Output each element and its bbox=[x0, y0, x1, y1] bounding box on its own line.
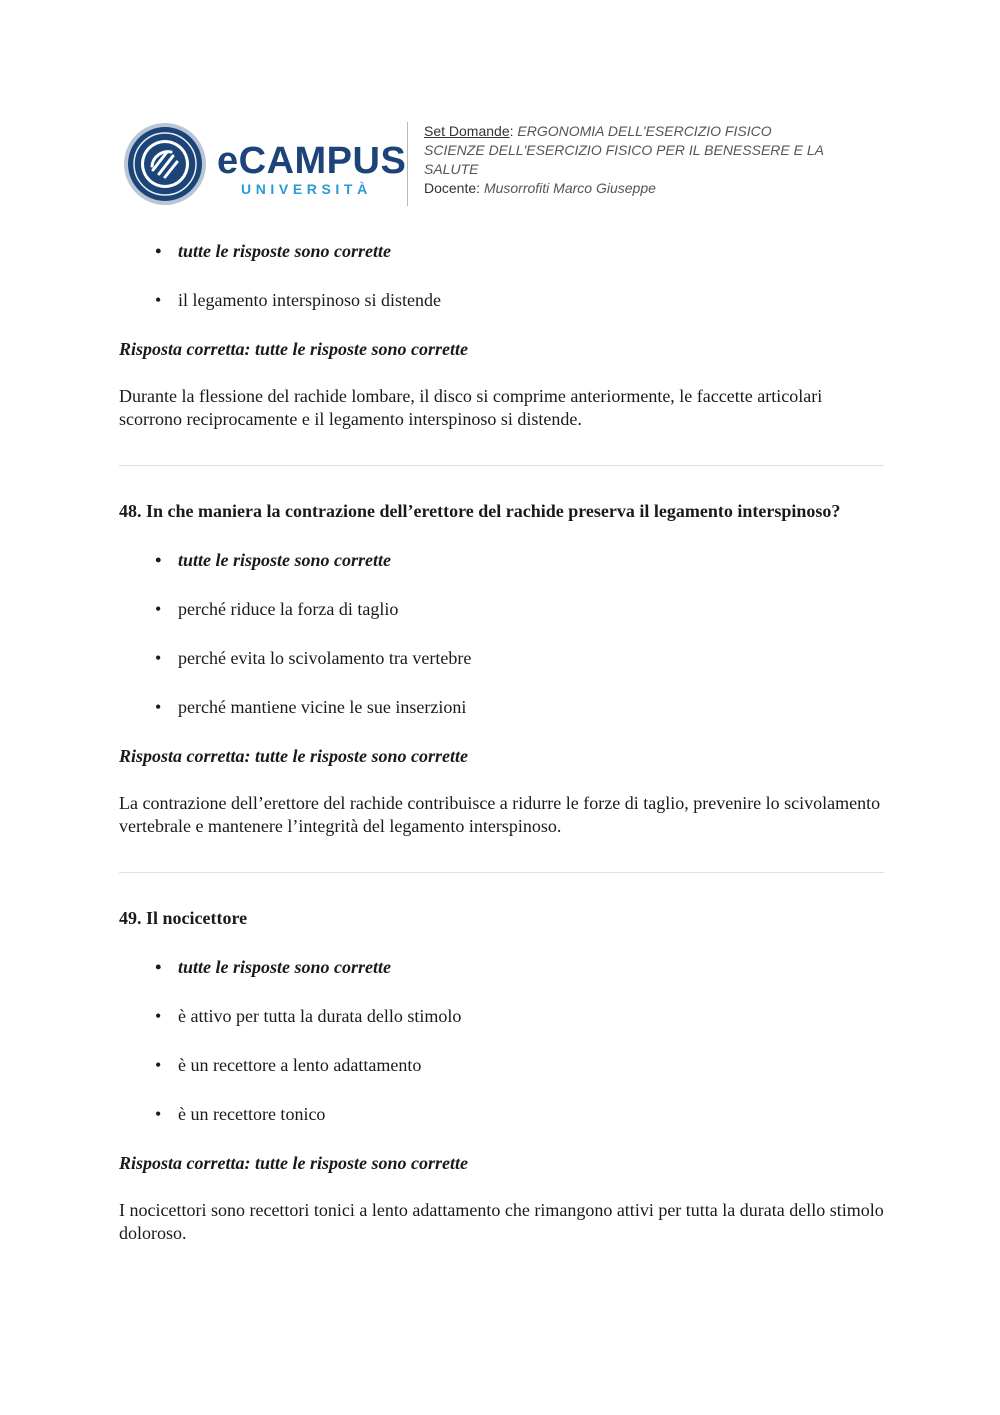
option: • perché riduce la forza di taglio bbox=[119, 598, 884, 621]
option-correct: • tutte le risposte sono corrette bbox=[119, 549, 884, 572]
set-label: Set Domande bbox=[424, 123, 510, 139]
set-value: ERGONOMIA DELL'ESERCIZIO FISICO bbox=[517, 123, 772, 139]
correct-answer: Risposta corretta: tutte le risposte sono corrette bbox=[119, 339, 468, 359]
question-title: 49. Il nocicettore bbox=[119, 908, 248, 928]
option: • il legamento interspinoso si distende bbox=[119, 289, 884, 312]
option: • è un recettore tonico bbox=[119, 1103, 884, 1126]
option: • perché mantiene vicine le sue inserzioni bbox=[119, 696, 884, 719]
document-body bbox=[119, 240, 884, 1245]
header-info bbox=[424, 122, 874, 198]
correct-answer: Risposta corretta: tutte le risposte sono corrette bbox=[119, 746, 468, 766]
question-separator bbox=[119, 872, 884, 873]
option-correct: • tutte le risposte sono corrette bbox=[119, 956, 884, 979]
option: • perché evita lo scivolamento tra vertebre bbox=[119, 647, 884, 670]
explanation: La contrazione dell’erettore del rachide contribuisce a ridurre le forze di taglio, prevenire lo scivolamento vertebrale e mantenere l’integrità del legamento interspinoso. bbox=[119, 793, 881, 836]
course-name: SCIENZE DELL'ESERCIZIO FISICO PER IL BENESSERE E LA SALUTE bbox=[424, 142, 824, 177]
correct-answer: Risposta corretta: tutte le risposte sono corrette bbox=[119, 1153, 468, 1173]
ecampus-emblem-icon bbox=[123, 122, 207, 206]
docente-value: Musorrofiti Marco Giuseppe bbox=[483, 180, 656, 196]
option: • è un recettore a lento adattamento bbox=[119, 1054, 884, 1077]
option: • è attivo per tutta la durata dello stimolo bbox=[119, 1005, 884, 1028]
docente-line: Docente: Musorrofiti Marco Giuseppe bbox=[424, 180, 656, 196]
document-header bbox=[123, 118, 883, 210]
logo-subtitle: UNIVERSITÀ bbox=[241, 181, 372, 197]
option-list bbox=[119, 956, 884, 1126]
question-title: 48. In che maniera la contrazione dell’erettore del rachide preserva il legamento interspinoso? bbox=[119, 501, 841, 521]
question-47-continued bbox=[119, 240, 884, 431]
question-48 bbox=[119, 500, 884, 838]
option-list bbox=[119, 240, 884, 312]
header-divider bbox=[407, 122, 408, 206]
explanation: Durante la flessione del rachide lombare, il disco si comprime anteriormente, le faccette articolari scorrono reciprocamente e il legamento interspinoso si distende. bbox=[119, 386, 823, 429]
question-49 bbox=[119, 907, 884, 1245]
question-separator bbox=[119, 465, 884, 466]
set-domande-line: Set Domande: ERGONOMIA DELL'ESERCIZIO FISICO bbox=[424, 123, 772, 139]
option-list bbox=[119, 549, 884, 719]
option-correct: • tutte le risposte sono corrette bbox=[119, 240, 884, 263]
logo-wordmark: eCAMPUS bbox=[217, 140, 407, 182]
docente-label: Docente bbox=[424, 180, 477, 196]
explanation: I nocicettori sono recettori tonici a lento adattamento che rimangono attivi per tutta la durata dello stimolo doloroso. bbox=[119, 1200, 884, 1243]
